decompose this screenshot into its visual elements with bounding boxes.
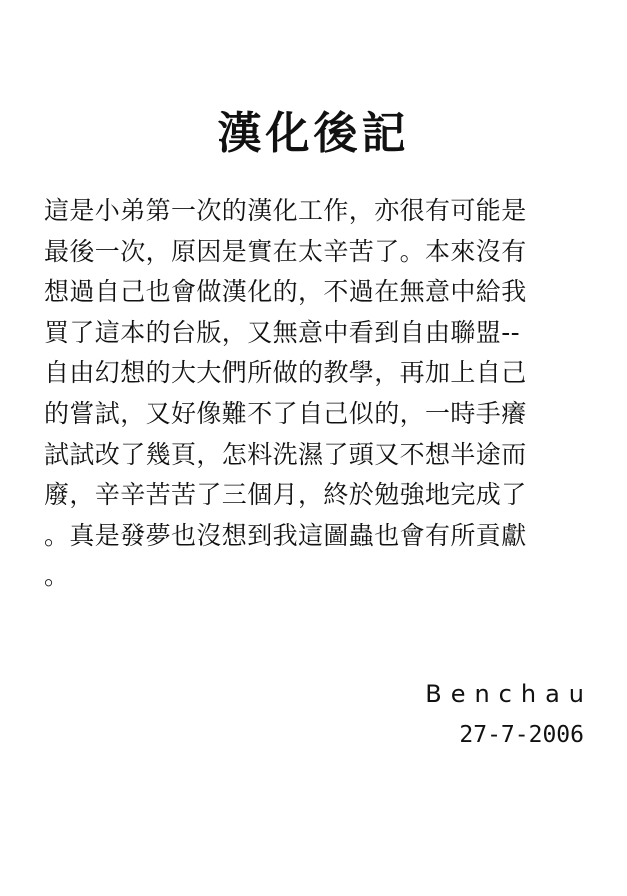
paragraph-line: 想過自己也會做漢化的，不過在無意中給我	[44, 277, 527, 307]
paragraph-line: 最後一次，原因是實在太辛苦了。本來沒有	[44, 236, 527, 266]
author-name: Benchau	[425, 680, 593, 708]
paragraph-line: 買了這本的台版，又無意中看到自由聯盟--	[44, 317, 521, 347]
page-title: 漢化後記	[217, 108, 410, 159]
paragraph-line: 這是小弟第一次的漢化工作，亦很有可能是	[44, 196, 527, 225]
paragraph-line: 。	[44, 561, 70, 591]
paragraph-line: 試試改了幾頁，怎料洗濕了頭又不想半途而	[44, 439, 527, 469]
afterword-paragraph	[44, 191, 564, 597]
paragraph-line: 自由幻想的大大們所做的教學，再加上自己	[44, 358, 527, 388]
paragraph-line: 的嘗試，又好像難不了自己似的，一時手癢	[44, 398, 527, 428]
signature-block	[425, 676, 593, 753]
paragraph-line: 廢，辛辛苦苦了三個月，終於勉強地完成了	[44, 480, 527, 510]
paragraph-line: 。真是發夢也沒想到我這圖蟲也會有所貢獻	[44, 520, 527, 550]
signature-date: 27-7-2006	[459, 722, 584, 748]
